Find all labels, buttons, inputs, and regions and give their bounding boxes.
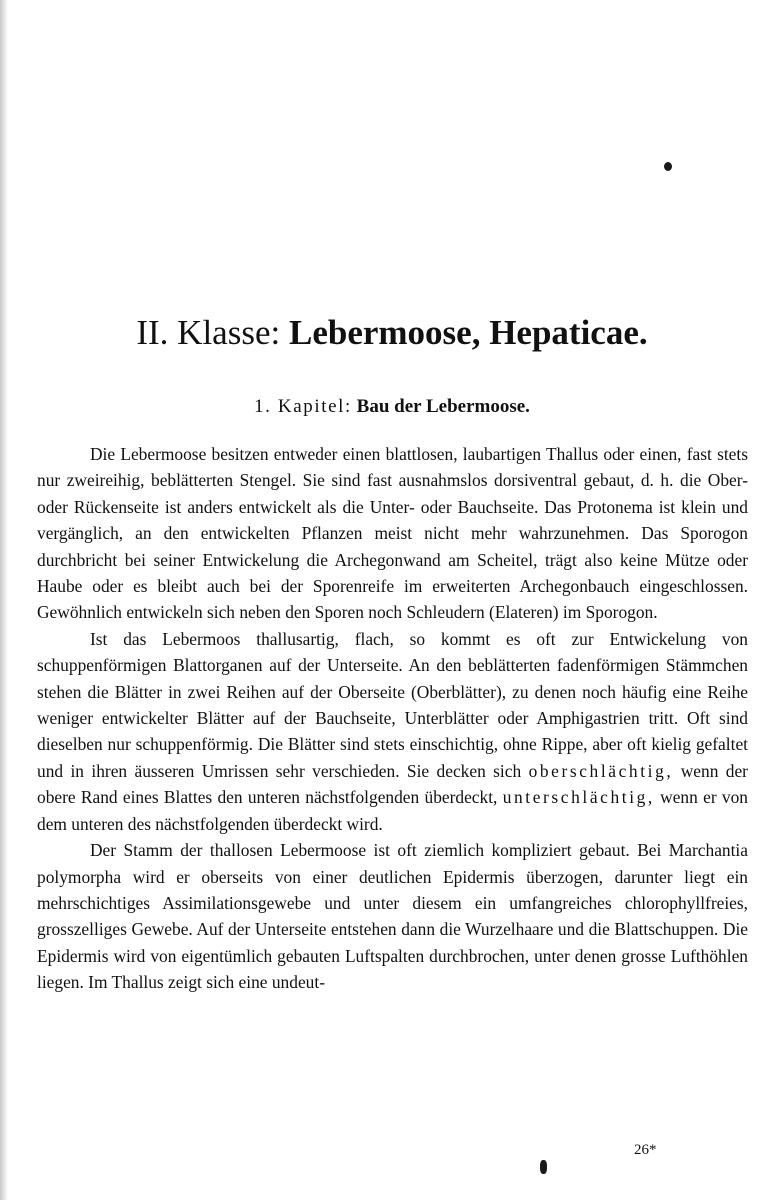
chapter-title: Bau der Lebermoose.: [356, 396, 530, 417]
paragraph-1: Die Lebermoose besitzen entweder einen blattlosen, laubartigen Thallus oder einen, fast stets nur zweireihig, beblätterten Stengel. Sie sind fast ausnahmslos dorsiventral gebaut, d. h. die Ober- oder Rückenseite ist anders entwickelt als die Unter- oder Bauchseite. Das Protonema ist klein und vergänglich, an den entwickelten Pflanzen meist nicht mehr wahrzunehmen. Das Sporogon durchbricht bei seiner Entwickelung die Archegonwand am Scheitel, trägt also keine Mütze oder Haube oder es bleibt auch bei der Sporenreife im erweiterten Archegonbauch eingeschlossen. Gewöhnlich entwickeln sich neben den Sporen noch Schleudern (Elateren) im Sporogon.: [37, 444, 748, 623]
class-heading: [0, 311, 784, 355]
paragraph-2: [37, 626, 748, 837]
ink-speck-bottom: [540, 1160, 547, 1174]
class-prefix: II. Klasse:: [136, 313, 281, 352]
paragraph-2-part-2: wenn der obere Rand eines Blattes den unteren nächstfolgenden überdeckt,: [37, 760, 748, 808]
term-oberschlaechtig: oberschlächtig,: [528, 760, 674, 781]
chapter-heading: [0, 394, 784, 420]
body-text: [37, 441, 748, 996]
paragraph-3: Der Stamm der thallosen Lebermoose ist oft ziemlich kompliziert gebaut. Bei Marchantia polymorpha wird er oberseits von einer deutlichen Epidermis überzogen, darunter liegt ein mehrschichtiges Assimilationsgewebe und unter diesem ein umfangreiches chlorophyllfreies, grosszelliges Gewebe. Auf der Unterseite entstehen dann die Wurzelhaare und die Blattschuppen. Die Epidermis wird von eigentümlich gebauten Luftspalten durchbrochen, unter denen grosse Lufthöhlen liegen. Im Thallus zeigt sich eine undeut-: [37, 840, 748, 993]
term-unterschlaechtig: unterschlächtig,: [502, 787, 655, 808]
chapter-label: 1. Kapitel:: [254, 396, 352, 417]
ink-speck-top: [664, 162, 672, 171]
page-edge-shadow: [0, 0, 8, 1200]
paragraph-2-part-1: Ist das Lebermoos thallusartig, flach, so kommt es oft zur Entwickelung von schuppenförmigen Blattorganen auf der Unterseite. An den beblätterten fadenförmigen Stämmchen stehen die Blätter in zwei Reihen auf der Oberseite (Oberblätter), zu denen noch häufig eine Reihe weniger entwickelter Blätter auf der Bauchseite, Unterblätter oder Amphigastrien tritt. Oft sind dieselben nur schuppenförmig. Die Blätter sind stets einschichtig, ohne Rippe, aber oft kielig gefaltet und in ihren äusseren Umrissen sehr verschieden. Sie decken sich: [37, 628, 748, 781]
class-title: Lebermoose, Hepaticae.: [288, 313, 648, 352]
paragraph-2-part-3: wenn er von dem unteren des nächstfolgenden überdeckt wird.: [37, 787, 748, 834]
page-number: 26*: [634, 1142, 657, 1158]
